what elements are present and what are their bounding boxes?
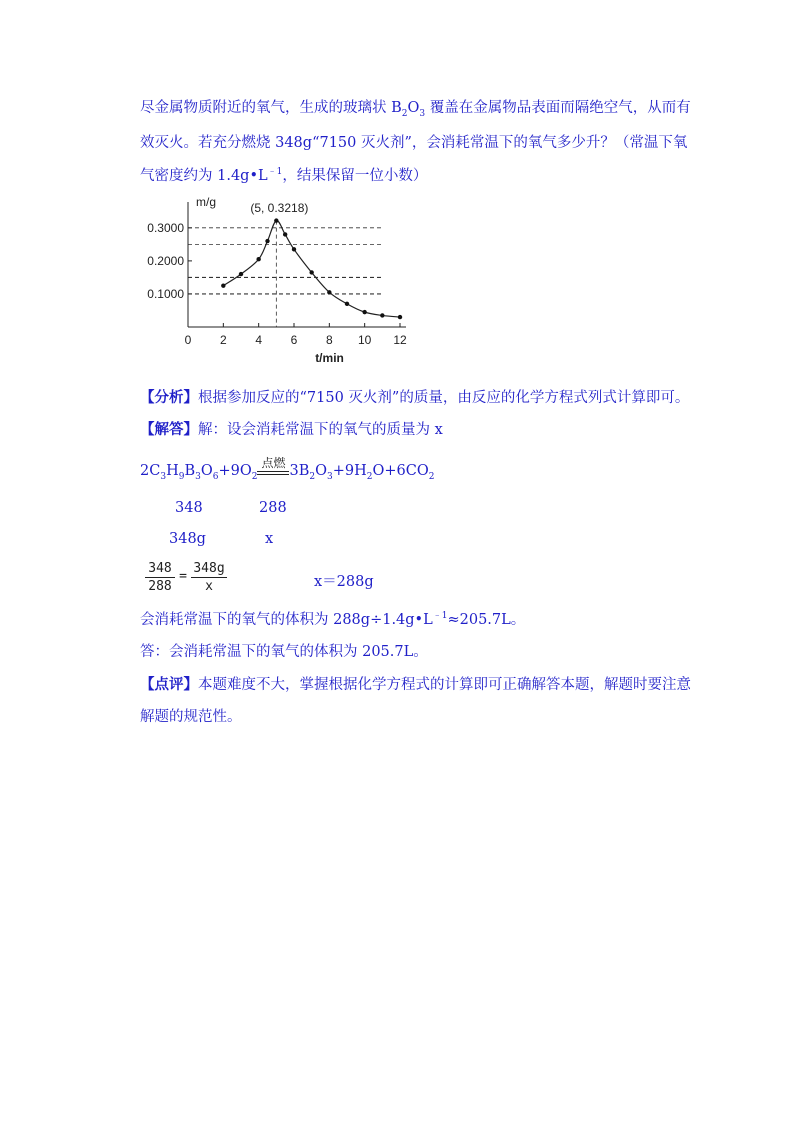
final-answer: 答：会消耗常温下的氧气的体积为 205.7L。 — [140, 644, 428, 660]
x-tick-label: 12 — [393, 333, 407, 347]
answer-line: 【解答】解：设会消耗常温下的氧气的质量为 x — [140, 421, 443, 438]
relative-mass-288: 288 — [259, 500, 287, 516]
equals-sign: = — [179, 569, 187, 584]
data-point — [221, 283, 225, 287]
chemical-equation: $2C_3H_9B_3O_6+9O_2$ 点燃 $3B_2O_3+9H_2O+6CO_2$ — [140, 456, 435, 482]
data-point — [256, 257, 260, 261]
volume-line: 会消耗常温下的氧气的体积为 $288g\div 1.4g•L^{﹣1}\approx 205.7L$。 — [140, 611, 526, 628]
y-axis-label: m/g — [196, 195, 217, 209]
data-point — [274, 218, 278, 222]
fraction-right: 348g x — [191, 561, 227, 594]
problem-line-2: 效灭火。若充分燃烧 348g“7150 灭火剂”，会消耗常温下的氧气多少升？（常温下氧 — [140, 135, 688, 151]
data-point — [292, 247, 296, 251]
x-tick-label: 6 — [290, 333, 298, 347]
mass-time-chart — [138, 192, 428, 368]
x-axis-label: t/min — [315, 351, 344, 365]
comment-line-2: 解题的规范性。 — [140, 709, 242, 725]
data-point — [265, 239, 269, 243]
reaction-condition: 点燃 — [261, 456, 286, 470]
x-tick-label: 8 — [325, 333, 333, 347]
data-point — [362, 310, 366, 314]
comment-line-1: 【点评】本题难度不大，掌握根据化学方程式的计算即可正确解答本题，解题时要注意 — [140, 676, 691, 693]
x-tick-label: 2 — [219, 333, 227, 347]
x-tick-label: 4 — [255, 333, 263, 347]
peak-annotation: (5, 0.3218) — [250, 201, 309, 215]
given-mass: 348g — [169, 531, 206, 547]
series-line — [223, 221, 400, 318]
data-point — [239, 272, 243, 276]
unknown-mass: x — [265, 531, 274, 547]
data-point — [345, 302, 349, 306]
reaction-arrow — [257, 456, 289, 475]
x-tick-label: 10 — [357, 333, 372, 347]
problem-line-3: 气密度约为 $1.4g•L^{﹣1}$，结果保留一位小数） — [140, 167, 428, 184]
data-point — [309, 270, 313, 274]
x-tick-label: 0 — [184, 333, 192, 347]
y-tick-label: 0.1000 — [147, 286, 184, 301]
data-point — [398, 315, 402, 319]
result-x: x＝288g — [314, 574, 374, 590]
relative-mass-348: 348 — [175, 500, 203, 516]
fraction-left: 348 288 — [145, 561, 175, 594]
y-tick-label: 0.3000 — [147, 220, 184, 235]
problem-line-1: 尽金属物质附近的氧气，生成的玻璃状 $B_2O_3$ 覆盖在金属物品表面而隔绝空气，从而有 — [140, 100, 691, 119]
data-point — [327, 290, 331, 294]
y-tick-label: 0.2000 — [147, 253, 184, 268]
data-point — [283, 232, 287, 236]
analysis-line: 【分析】根据参加反应的“7150 灭火剂”的质量，由反应的化学方程式列式计算即可。 — [140, 389, 690, 406]
data-point — [380, 313, 384, 317]
